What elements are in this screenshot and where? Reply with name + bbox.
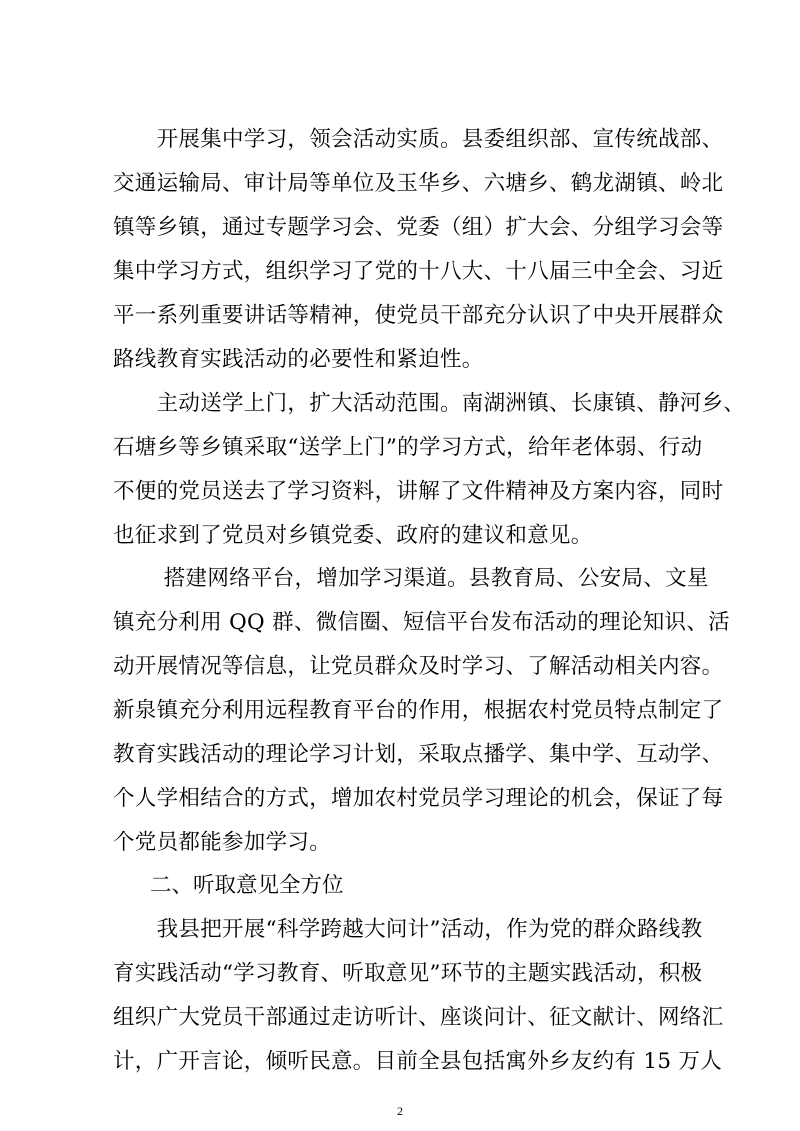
paragraph-1-line-1: 开展集中学习，领会活动实质。县委组织部、宣传统战部、 <box>113 127 724 152</box>
paragraph-2-line-3: 不便的党员送去了学习资料，讲解了文件精神及方案内容，同时 <box>113 479 724 504</box>
paragraph-1-line-6: 路线教育实践活动的必要性和紧迫性。 <box>113 347 484 372</box>
paragraph-2-line-2: 石塘乡等乡镇采取“送学上门”的学习方式，给年老体弱、行动 <box>113 435 703 460</box>
paragraph-1-line-2: 交通运输局、审计局等单位及玉华乡、六塘乡、鹤龙湖镇、岭北 <box>113 171 724 196</box>
paragraph-4-line-1: 我县把开展“科学跨越大问计”活动，作为党的群众路线教 <box>113 917 703 942</box>
page-number: 2 <box>397 1104 403 1118</box>
paragraph-3-line-4: 新泉镇充分利用远程教育平台的作用，根据农村党员特点制定了 <box>113 698 724 723</box>
paragraph-2-line-1: 主动送学上门，扩大活动范围。南湖洲镇、长康镇、静河乡、 <box>113 391 746 416</box>
paragraph-1-line-4: 集中学习方式，组织学习了党的十八大、十八届三中全会、习近 <box>113 259 724 284</box>
paragraph-4-line-2: 育实践活动“学习教育、听取意见”环节的主题实践活动，积极 <box>113 961 703 986</box>
paragraph-3-line-7: 个党员都能参加学习。 <box>113 830 332 855</box>
paragraph-3-line-2: 镇充分利用 QQ 群、微信圈、短信平台发布活动的理论知识、活 <box>113 610 730 635</box>
paragraph-3-line-3: 动开展情况等信息，让党员群众及时学习、了解活动相关内容。 <box>113 654 724 679</box>
paragraph-1-line-3: 镇等乡镇，通过专题学习会、党委（组）扩大会、分组学习会等 <box>113 215 724 240</box>
paragraph-1-line-5: 平一系列重要讲话等精神，使党员干部充分认识了中央开展群众 <box>113 303 724 328</box>
paragraph-3-line-5: 教育实践活动的理论学习计划，采取点播学、集中学、互动学、 <box>113 742 724 767</box>
paragraph-4-line-4: 计，广开言论，倾听民意。目前全县包括寓外乡友约有 15 万人 <box>113 1049 723 1074</box>
paragraph-4-line-3: 组织广大党员干部通过走访听计、座谈问计、征文献计、网络汇 <box>113 1005 724 1030</box>
paragraph-3-line-1: 搭建网络平台，增加学习渠道。县教育局、公安局、文星 <box>113 566 709 591</box>
paragraph-3-line-6: 个人学相结合的方式，增加农村党员学习理论的机会，保证了每 <box>113 786 724 811</box>
paragraph-2-line-4: 也征求到了党员对乡镇党委、政府的建议和意见。 <box>113 523 593 548</box>
section-heading: 二、听取意见全方位 <box>150 873 344 898</box>
